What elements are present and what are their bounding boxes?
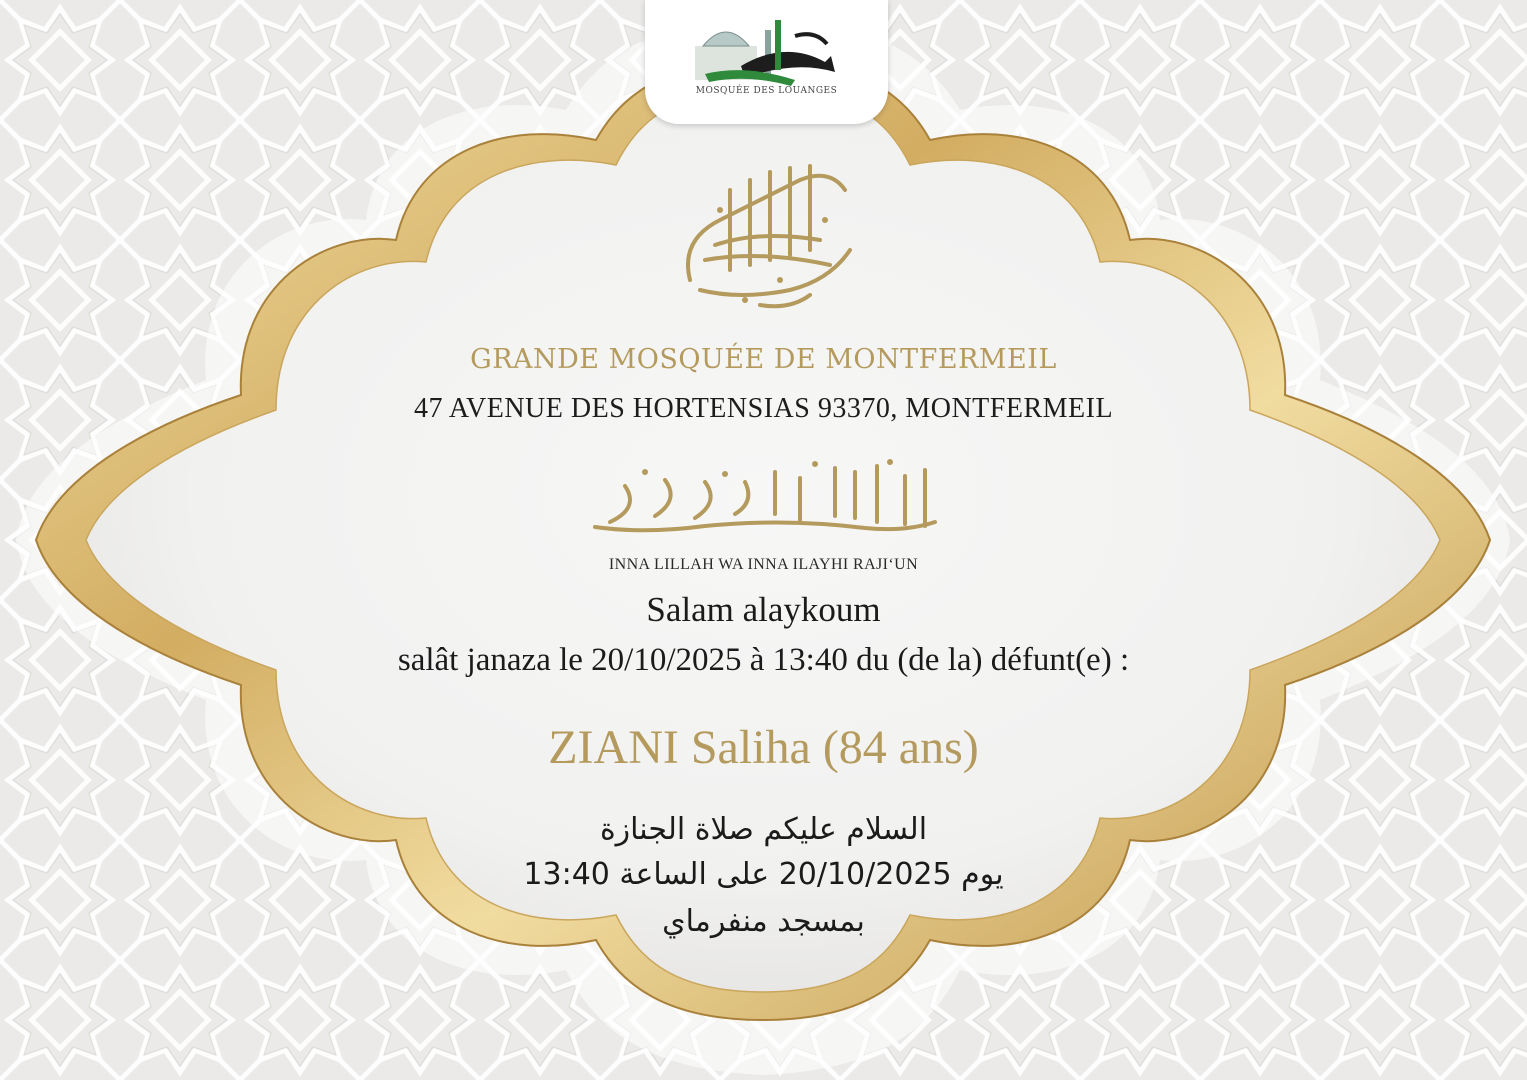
arabic-greeting: السلام عليكم صلاة الجنازة bbox=[599, 812, 928, 847]
mosque-name: GRANDE MOSQUÉE DE MONTFERMEIL bbox=[470, 344, 1057, 375]
arabic-location: بمسجد منفرماي bbox=[662, 904, 865, 939]
greeting-text: Salam alaykoum bbox=[646, 590, 881, 629]
mosque-address: 47 AVENUE DES HORTENSIAS 93370, MONTFERMEIL bbox=[413, 393, 1114, 424]
logo-brand-text: MOSQUÉE DES LOUANGES bbox=[695, 86, 838, 96]
mosque-dome-icon bbox=[645, 0, 888, 124]
mosque-logo-card bbox=[645, 0, 888, 124]
istirja-calligraphy-icon bbox=[585, 452, 945, 542]
arabic-date-time: يوم 20/10/2025 على الساعة 13:40 bbox=[523, 857, 1004, 892]
istirja-transliteration: INNA LILLAH WA INNA ILAYHI RAJI‘UN bbox=[608, 556, 919, 573]
janaza-announcement: salât janaza le 20/10/2025 à 13:40 du (de la) défunt(e) : bbox=[397, 642, 1130, 678]
basmala-calligraphy-icon bbox=[660, 150, 870, 315]
deceased-name: ZIANI Saliha (84 ans) bbox=[548, 721, 979, 774]
